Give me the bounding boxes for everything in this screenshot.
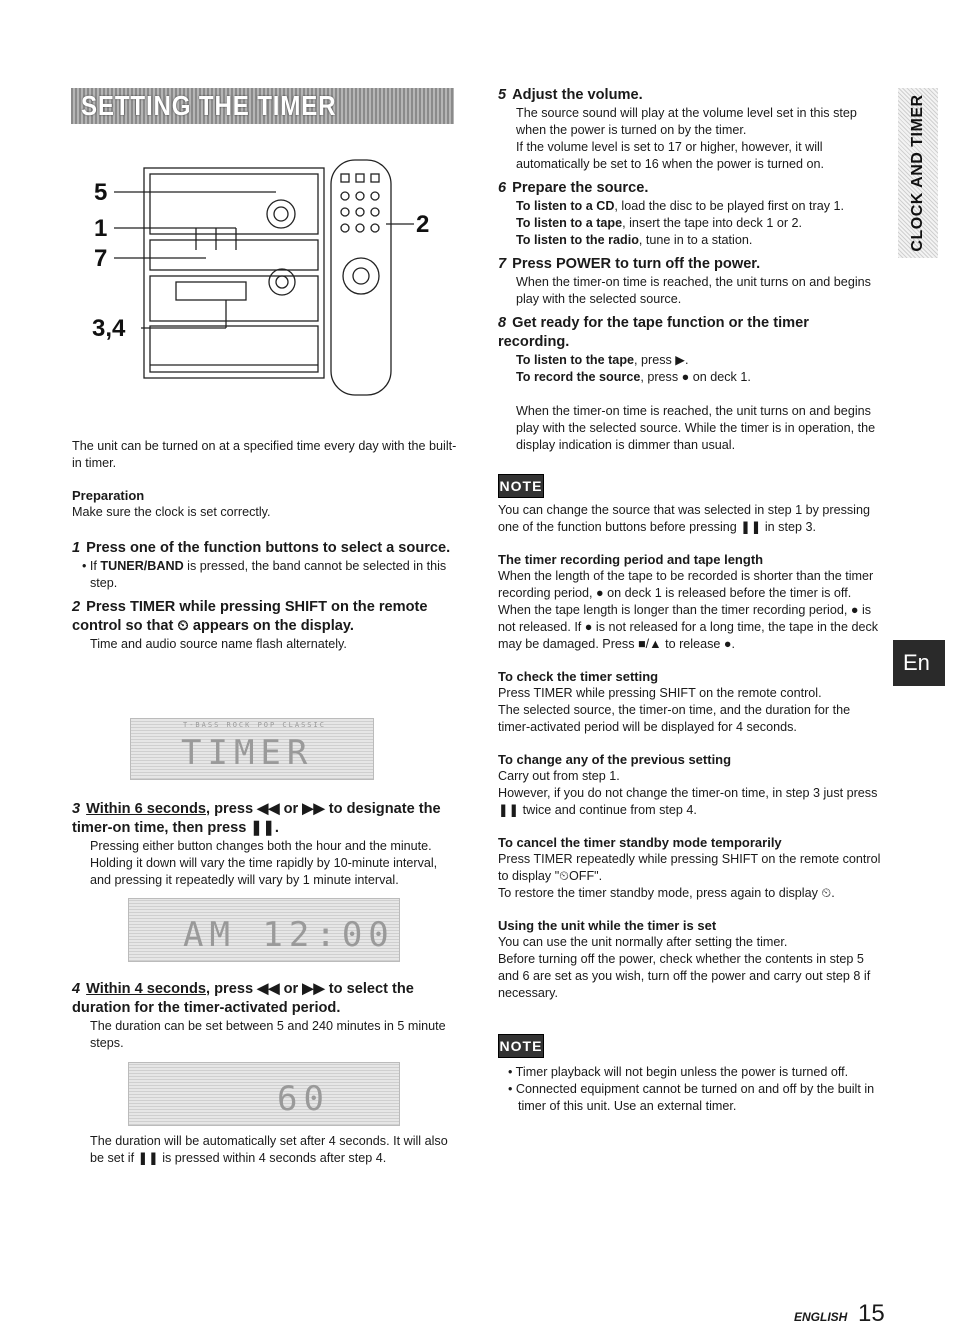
note-badge-2: NOTE [498, 1034, 544, 1058]
check-text: Press TIMER while pressing SHIFT on the remote control. The selected source, the timer-on time, and the duration for the timer-activated period will be displayed for 4 seconds. [498, 686, 851, 734]
check-heading: To check the timer setting [498, 669, 659, 684]
step7-number: 7 [498, 256, 507, 272]
stereo-diagram [86, 150, 456, 400]
callout-2: 2 [416, 211, 430, 238]
step4-text: The duration can be set between 5 and 240 minutes in 5 minute steps. [90, 1019, 446, 1050]
step6-title: Prepare the source. [512, 180, 649, 196]
right-column [498, 86, 882, 1115]
change-text: Carry out from step 1. However, if you do not change the timer-on time, in step 3 just press ❚❚ twice and continue from step 4. [498, 769, 878, 817]
intro-text: The unit can be turned on at a specified time every day with the built-in timer. [72, 439, 457, 470]
step2-text: Time and audio source name flash alternately. [90, 637, 347, 651]
change-heading: To change any of the previous setting [498, 752, 732, 767]
using-text: You can use the unit normally after setting the timer. Before turning off the power, check whether the contents in step 5 and 6 are set as you wish, turn off the power and carry out step 8 if necessary. [498, 935, 871, 1000]
step8-line2-bold: To record the source [516, 370, 641, 384]
step3-block [72, 800, 457, 889]
step4-title: , press ◀◀ or ▶▶ to select the duration for the timer-activated period. [72, 981, 414, 1016]
step1-heading [72, 539, 457, 558]
language-tab: En [893, 640, 945, 686]
page-title: SETTING THE TIMER [81, 90, 337, 121]
note-badge-1: NOTE [498, 474, 544, 498]
step2-number: 2 [72, 599, 81, 615]
step4-after [90, 1133, 458, 1167]
callout-3-4: 3,4 [92, 315, 126, 342]
step6-line1-text: , load the disc to be played first on tray 1. [614, 199, 845, 213]
step1-bullet [72, 558, 457, 592]
step3-text: Pressing either button changes both the hour and the minute. Holding it down will vary the time rapidly by 10-minute interval, and pressing it repeatedly will vary by 1 minute interval. [90, 839, 438, 887]
lcd-display-timer [130, 718, 374, 780]
step6-line3 [498, 232, 882, 249]
note2-list [498, 1064, 882, 1115]
footer-language: ENGLISH [794, 1310, 848, 1324]
step8-line1-text: , press ▶. [634, 353, 689, 367]
step5-text: The source sound will play at the volume level set in this step when the power is turned on by the timer. If the volume level is set to 17 or higher, however, it will automatically be set to 16 when the power is turned on. [516, 106, 857, 171]
lcd-readout-duration: 60 [277, 1079, 330, 1119]
lcd-mode-labels: T-BASS ROCK POP CLASSIC [183, 721, 326, 729]
step6-line1 [498, 198, 882, 215]
step3-title: , press ◀◀ or ▶▶ to designate the timer-on time, then press ❚❚. [72, 801, 441, 836]
step1-bullet-post: is pressed, the band cannot be selected in this step. [90, 559, 447, 590]
note2-item: • Connected equipment cannot be turned on and off by the built in timer of this unit. Use an external timer. [508, 1082, 875, 1113]
step8-heading [498, 314, 882, 352]
callout-1: 1 [94, 215, 108, 242]
title-banner [71, 88, 454, 124]
step5-title: Adjust the volume. [512, 87, 643, 103]
step2-title: Press TIMER while pressing SHIFT on the remote control so that ⏲ appears on the display. [72, 599, 428, 634]
note2-item: • Timer playback will not begin unless the power is turned off. [508, 1065, 849, 1079]
step8-line1 [498, 352, 882, 369]
step1-number: 1 [72, 540, 81, 556]
step3-title-underline: Within 6 seconds [86, 801, 207, 817]
note1-text: You can change the source that was selected in step 1 by pressing one of the function buttons before pressing ❚❚ in step 3. [498, 503, 870, 534]
cancel-text: Press TIMER repeatedly while pressing SHIFT on the remote control to display "⏲OFF". To restore the timer standby mode, press again to display ⏲. [498, 852, 881, 900]
page-number: 15 [858, 1300, 885, 1327]
step1-bullet-bold: TUNER/BAND [100, 559, 184, 573]
step4-heading [72, 980, 457, 1018]
step8-text: When the timer-on time is reached, the unit turns on and begins play with the selected source. While the timer is in operation, the display indication is dimmer than usual. [516, 404, 876, 452]
step4-title-underline: Within 4 seconds [86, 981, 207, 997]
step8-line1-bold: To listen to the tape [516, 353, 635, 367]
step5-heading [498, 86, 882, 105]
step7-heading [498, 255, 882, 274]
step6-line3-bold: To listen to the radio [516, 233, 639, 247]
callout-7: 7 [94, 245, 108, 272]
section-tab-label: CLOCK AND TIMER [909, 94, 926, 252]
step8-number: 8 [498, 315, 507, 331]
step8-line2 [498, 369, 882, 386]
step4-number: 4 [72, 981, 81, 997]
step6-line2-bold: To listen to a tape [516, 216, 623, 230]
left-column [72, 438, 457, 653]
lcd-display-time [128, 898, 400, 962]
rec-text: When the length of the tape to be recorded is shorter than the timer recording period, ● on deck 1 is released before the timer is off. When the tape length is longer than the timer recording period, ● is not released. If ● is not released for a long time, the tape in the deck may be damaged. Press ■/▲ to release ●. [498, 569, 879, 651]
step4-block [72, 980, 457, 1052]
section-tab [898, 88, 938, 258]
lcd-readout-time: AM 12:00 [183, 915, 395, 955]
step4-after-text: The duration will be automatically set after 4 seconds. It will also be set if ❚❚ is pressed within 4 seconds after step 4. [90, 1134, 448, 1165]
step6-line1-bold: To listen to a CD [516, 199, 615, 213]
lcd-readout: TIMER [181, 733, 314, 773]
step7-text: When the timer-on time is reached, the unit turns on and begins play with the selected source. [516, 275, 871, 306]
step3-heading [72, 800, 457, 838]
step5-number: 5 [498, 87, 507, 103]
step6-line2-text: , insert the tape into deck 1 or 2. [622, 216, 803, 230]
using-heading: Using the unit while the timer is set [498, 918, 717, 933]
step6-heading [498, 179, 882, 198]
preparation-heading: Preparation [72, 488, 145, 503]
preparation-text: Make sure the clock is set correctly. [72, 505, 271, 519]
step1-title: Press one of the function buttons to select a source. [86, 540, 451, 556]
step8-title: Get ready for the tape function or the timer recording. [498, 315, 809, 350]
step7-title: Press POWER to turn off the power. [512, 256, 761, 272]
step3-number: 3 [72, 801, 81, 817]
rec-heading: The timer recording period and tape length [498, 552, 764, 567]
step6-line3-text: , tune in to a station. [638, 233, 753, 247]
callout-5: 5 [94, 179, 108, 206]
step8-line2-text: , press ● on deck 1. [640, 370, 751, 384]
step1-bullet-pre: • If [82, 559, 101, 573]
step6-line2 [498, 215, 882, 232]
step6-number: 6 [498, 180, 507, 196]
lcd-display-duration [128, 1062, 400, 1126]
step2-heading [72, 598, 457, 636]
cancel-heading: To cancel the timer standby mode temporarily [498, 835, 782, 850]
